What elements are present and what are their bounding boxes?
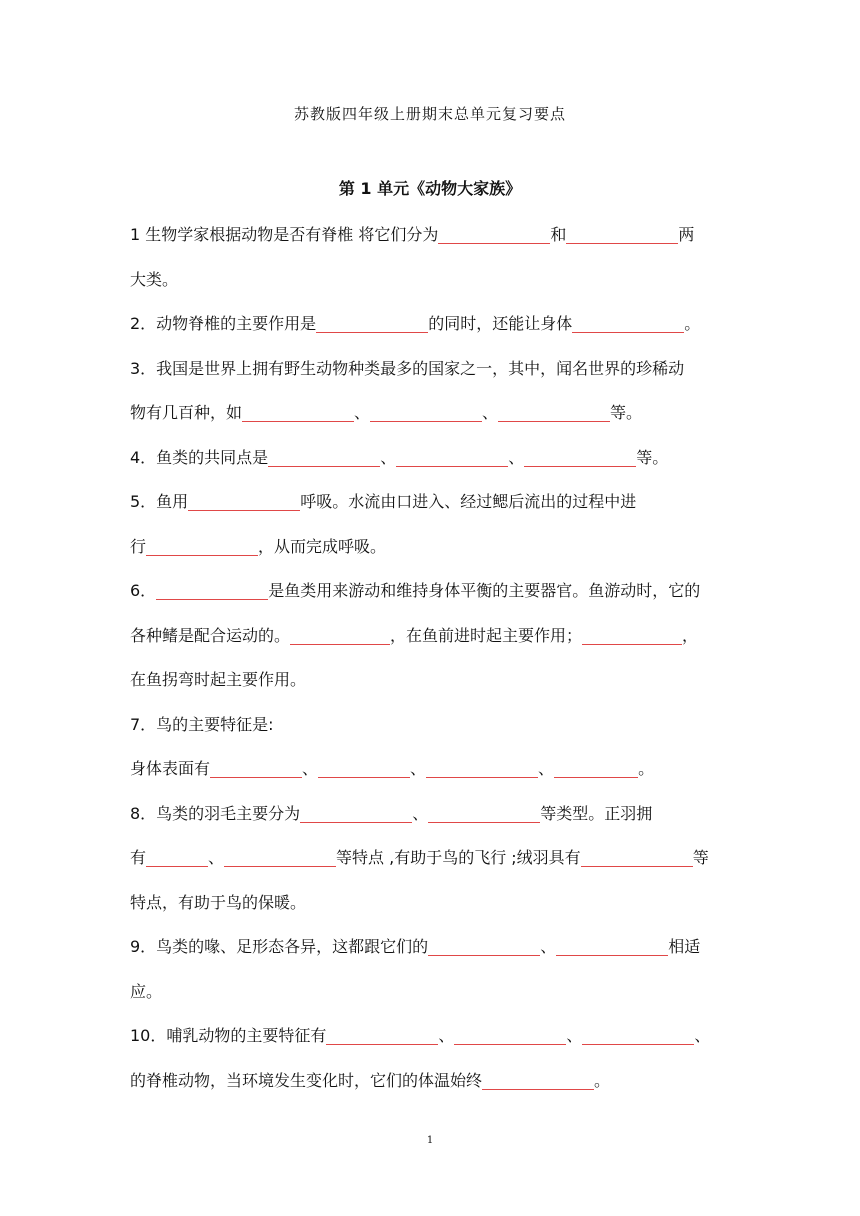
question-10: 10．哺乳动物的主要特征有 、 、 、 bbox=[130, 1026, 711, 1045]
answer-blank[interactable] bbox=[428, 937, 540, 956]
question-3-cont: 物有几百种，如 、 、 等。 bbox=[130, 403, 643, 422]
question-8-cont2: 特点，有助于鸟的保暖。 bbox=[130, 892, 307, 912]
answer-blank[interactable] bbox=[581, 848, 693, 867]
question-6-cont: 各种鳍是配合运动的。 ，在鱼前进时起主要作用； ， bbox=[130, 625, 699, 645]
question-2: 2．动物脊椎的主要作用是 的同时，还能让身体 。 bbox=[130, 314, 701, 333]
answer-blank[interactable] bbox=[428, 804, 540, 823]
answer-blank[interactable] bbox=[224, 848, 336, 867]
page-number: 1 bbox=[426, 1135, 434, 1146]
answer-blank[interactable] bbox=[524, 448, 636, 467]
answer-blank[interactable] bbox=[556, 937, 668, 956]
question-9: 9．鸟类的喙、足形态各异，这都跟它们的 、 相适 bbox=[130, 937, 701, 956]
answer-blank[interactable] bbox=[188, 492, 300, 511]
question-7: 7．鸟的主要特征是: bbox=[130, 714, 274, 734]
question-list bbox=[130, 213, 734, 1103]
answer-blank[interactable] bbox=[582, 626, 682, 645]
answer-blank[interactable] bbox=[572, 314, 684, 333]
answer-blank[interactable] bbox=[370, 403, 482, 422]
answer-blank[interactable] bbox=[318, 759, 410, 778]
answer-blank[interactable] bbox=[554, 759, 638, 778]
question-5-cont: 行 ，从而完成呼吸。 bbox=[130, 536, 387, 556]
answer-blank[interactable] bbox=[242, 403, 354, 422]
question-1-cont: 大类。 bbox=[130, 269, 179, 289]
answer-blank[interactable] bbox=[290, 626, 390, 645]
answer-blank[interactable] bbox=[268, 448, 380, 467]
answer-blank[interactable] bbox=[396, 448, 508, 467]
answer-blank[interactable] bbox=[426, 759, 538, 778]
answer-blank[interactable] bbox=[300, 804, 412, 823]
question-3: 3．我国是世界上拥有野生动物种类最多的国家之一，其中，闻名世界的珍稀动 bbox=[130, 358, 685, 378]
answer-blank[interactable] bbox=[482, 1071, 594, 1090]
answer-blank[interactable] bbox=[146, 537, 258, 556]
question-5: 5．鱼用 呼吸。水流由口进入、经过鳃后流出的过程中进 bbox=[130, 492, 637, 511]
question-6: 6． 是鱼类用来游动和维持身体平衡的主要器官。鱼游动时，它的 bbox=[130, 581, 701, 600]
question-4: 4．鱼类的共同点是 、 、 等。 bbox=[130, 447, 669, 467]
answer-blank[interactable] bbox=[438, 225, 550, 244]
question-9-cont: 应。 bbox=[130, 981, 163, 1001]
document-title: 苏教版四年级上册期末总单元复习要点 bbox=[293, 105, 566, 123]
answer-blank[interactable] bbox=[498, 403, 610, 422]
question-7-cont: 身体表面有 、 、 、 。 bbox=[130, 759, 655, 778]
question-8-cont: 有 、 等特点 ,有助于鸟的飞行 ;绒羽具有 等 bbox=[130, 848, 709, 867]
answer-blank[interactable] bbox=[326, 1026, 438, 1045]
answer-blank[interactable] bbox=[566, 225, 678, 244]
question-8: 8．鸟类的羽毛主要分为 、 等类型。正羽拥 bbox=[130, 803, 653, 823]
question-1: 1 生物学家根据动物是否有脊椎 将它们分为 和 两 bbox=[130, 225, 695, 244]
unit-heading: 第 1 单元《动物大家族》 bbox=[338, 179, 522, 198]
answer-blank[interactable] bbox=[156, 581, 268, 600]
answer-blank[interactable] bbox=[454, 1026, 566, 1045]
question-10-cont: 的脊椎动物，当环境发生变化时，它们的体温始终 。 bbox=[130, 1070, 611, 1090]
answer-blank[interactable] bbox=[210, 759, 302, 778]
answer-blank[interactable] bbox=[146, 848, 208, 867]
question-6-cont2: 在鱼拐弯时起主要作用。 bbox=[130, 670, 307, 689]
answer-blank[interactable] bbox=[582, 1026, 694, 1045]
answer-blank[interactable] bbox=[316, 314, 428, 333]
